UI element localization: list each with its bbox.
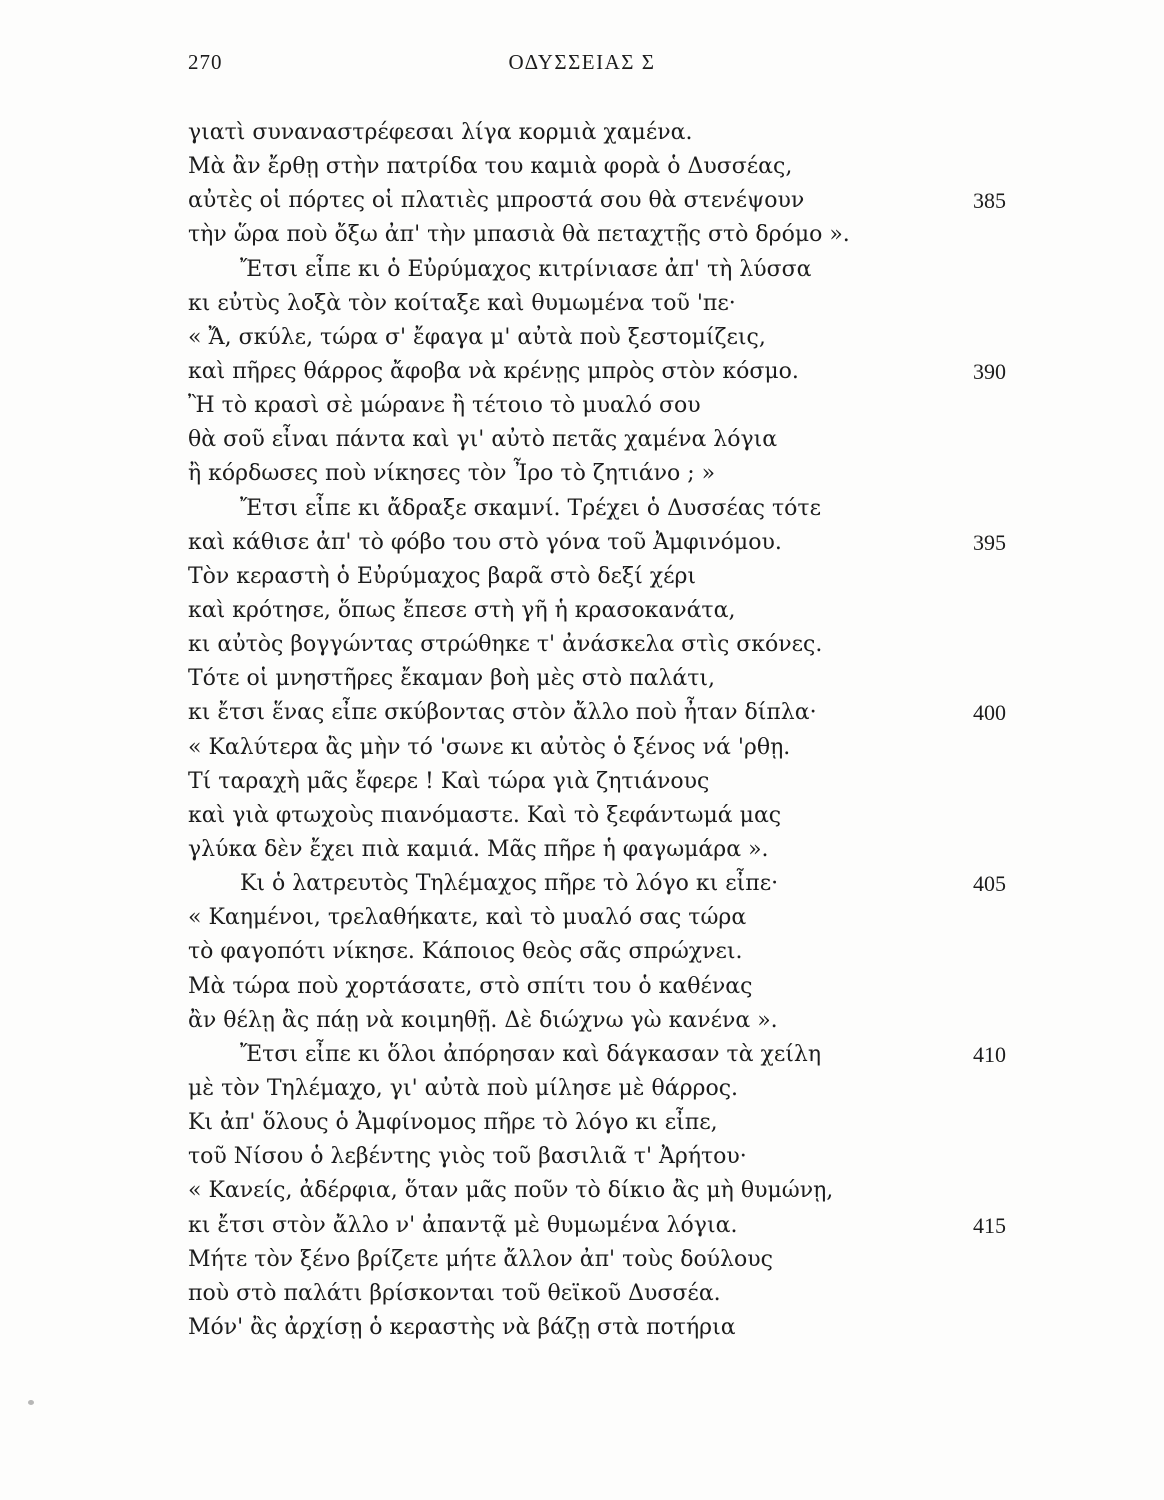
- verse-line: [188, 901, 1028, 935]
- verse-line: [188, 799, 1028, 833]
- verse-number: 400: [973, 700, 1006, 726]
- verse-line-text: « Κανείς, ἀδέρφια, ὅταν μᾶς ποῦν τὸ δίκιο ἂς μὴ θυμώνῃ,: [188, 1178, 834, 1204]
- verse-line: [188, 867, 1028, 901]
- verse-line: [188, 628, 1028, 662]
- verse-line: [188, 184, 1028, 218]
- verse-number: 395: [973, 529, 1006, 555]
- verse-line-text: καὶ γιὰ φτωχοὺς πιανόμαστε. Καὶ τὸ ξεφάντωμά μας: [188, 802, 782, 828]
- verse-line-text: τὴν ὥρα ποὺ ὄξω ἀπ' τὴν μπασιὰ θὰ πεταχτῇς στὸ δρόμο ».: [188, 222, 850, 248]
- verse-number: 385: [973, 188, 1006, 214]
- ink-smudge: [28, 1400, 34, 1405]
- verse-line-text: Μόν' ἂς ἀρχίσῃ ὁ κεραστὴς νὰ βάζῃ στὰ ποτήρια: [188, 1314, 736, 1340]
- verse-line-text: κι ἔτσι στὸν ἄλλο ν' ἀπαντᾷ μὲ θυμωμένα λόγια.: [188, 1212, 738, 1238]
- verse-line-text: τὸ φαγοπότι νίκησε. Κάποιος θεὸς σᾶς σπρώχνει.: [188, 939, 743, 965]
- running-header-title: ΟΔΥΣΣΕΙΑΣ Σ: [508, 50, 656, 74]
- verse-line-text: Ἔτσι εἶπε κι ὅλοι ἀπόρησαν καὶ δάγκασαν τὰ χείλη: [240, 1041, 822, 1067]
- verse-line: [188, 970, 1028, 1004]
- verse-line: [188, 1106, 1028, 1140]
- verse-number: 410: [973, 1041, 1006, 1067]
- verse-line-text: « Ἄ, σκύλε, τώρα σ' ἔφαγα μ' αὐτὰ ποὺ ξεστομίζεις,: [188, 324, 766, 350]
- verse-line: [188, 594, 1028, 628]
- verse-text-block: [188, 116, 1028, 1345]
- verse-line: [188, 731, 1028, 765]
- page-number: 270: [188, 50, 223, 74]
- verse-line: [188, 765, 1028, 799]
- verse-line: [188, 1174, 1028, 1208]
- verse-line: [188, 662, 1028, 696]
- verse-line: [188, 935, 1028, 969]
- verse-line: [188, 1209, 1028, 1243]
- verse-line-text: Μήτε τὸν ξένο βρίζετε μήτε ἄλλον ἀπ' τοὺς δούλους: [188, 1246, 773, 1272]
- verse-line-text: καὶ κάθισε ἀπ' τὸ φόβο του στὸ γόνα τοῦ Ἀμφινόμου.: [188, 529, 782, 555]
- verse-line: [188, 1277, 1028, 1311]
- verse-line-text: κι εὐτὺς λοξὰ τὸν κοίταξε καὶ θυμωμένα τοῦ 'πε·: [188, 290, 736, 316]
- verse-line: [188, 560, 1028, 594]
- verse-line-text: καὶ κρότησε, ὅπως ἔπεσε στὴ γῆ ἡ κρασοκανάτα,: [188, 597, 736, 623]
- verse-line-text: Κι ὁ λατρευτὸς Τηλέμαχος πῆρε τὸ λόγο κι εἶπε·: [240, 871, 779, 897]
- verse-line-text: γιατὶ συναναστρέφεσαι λίγα κορμιὰ χαμένα.: [188, 120, 693, 145]
- verse-line-text: Μὰ τώρα ποὺ χορτάσατε, στὸ σπίτι του ὁ καθένας: [188, 973, 753, 999]
- verse-line: [188, 1038, 1028, 1072]
- verse-line-text: καὶ πῆρες θάρρος ἄφοβα νὰ κρένῃς μπρὸς στὸν κόσμο.: [188, 358, 799, 384]
- verse-line: [188, 355, 1028, 389]
- verse-number: 405: [973, 871, 1006, 897]
- verse-line: [188, 457, 1028, 491]
- verse-number: 415: [973, 1212, 1006, 1238]
- verse-line: [188, 287, 1028, 321]
- verse-line-text: κι αὐτὸς βογγώντας στρώθηκε τ' ἀνάσκελα στὶς σκόνες.: [188, 632, 823, 658]
- verse-line-text: Τὸν κεραστὴ ὁ Εὐρύμαχος βαρᾶ στὸ δεξί χέρι: [188, 563, 697, 589]
- verse-number: 390: [973, 358, 1006, 384]
- verse-line-text: Ἢ τὸ κρασὶ σὲ μώρανε ἢ τέτοιο τὸ μυαλό σου: [188, 393, 701, 419]
- verse-line: [188, 321, 1028, 355]
- verse-line-text: τοῦ Νίσου ὁ λεβέντης γιὸς τοῦ βασιλιᾶ τ' Ἀρήτου·: [188, 1144, 747, 1170]
- verse-line-text: Κι ἀπ' ὅλους ὁ Ἀμφίνομος πῆρε τὸ λόγο κι εἶπε,: [188, 1110, 718, 1136]
- verse-line: [188, 1140, 1028, 1174]
- verse-line: [188, 1072, 1028, 1106]
- verse-line-text: « Καημένοι, τρελαθήκατε, καὶ τὸ μυαλό σας τώρα: [188, 905, 747, 931]
- verse-line: [188, 696, 1028, 730]
- verse-line-text: Τότε οἱ μνηστῆρες ἔκαμαν βοὴ μὲς στὸ παλάτι,: [188, 666, 716, 692]
- verse-line-text: ἂν θέλῃ ἂς πάῃ νὰ κοιμηθῇ. Δὲ διώχνω γὼ κανένα ».: [188, 1007, 778, 1033]
- verse-line: [188, 1004, 1028, 1038]
- verse-line: [188, 218, 1028, 252]
- verse-line-text: ἢ κόρδωσες ποὺ νίκησες τὸν Ἶρο τὸ ζητιάνο ; »: [188, 461, 716, 487]
- verse-line-text: αὐτὲς οἱ πόρτες οἱ πλατιὲς μπροστά σου θὰ στενέψουν: [188, 188, 805, 214]
- verse-line-text: ποὺ στὸ παλάτι βρίσκονται τοῦ θεϊκοῦ Δυσσέα.: [188, 1280, 721, 1306]
- verse-line-text: γλύκα δὲν ἔχει πιὰ καμιά. Μᾶς πῆρε ἡ φαγωμάρα ».: [188, 836, 769, 862]
- verse-line: [188, 492, 1028, 526]
- verse-line: [188, 1311, 1028, 1345]
- verse-line-text: Τί ταραχὴ μᾶς ἔφερε ! Καὶ τώρα γιὰ ζητιάνους: [188, 768, 710, 794]
- verse-line: [188, 116, 1028, 150]
- verse-line: [188, 526, 1028, 560]
- verse-line: [188, 389, 1028, 423]
- verse-line: [188, 150, 1028, 184]
- verse-line-text: Ἔτσι εἶπε κι ὁ Εὐρύμαχος κιτρίνιασε ἀπ' τὴ λύσσα: [240, 256, 812, 282]
- verse-line-text: « Καλύτερα ἂς μὴν τό 'σωνε κι αὐτὸς ὁ ξένος νά 'ρθῃ.: [188, 734, 791, 760]
- verse-line-text: Ἔτσι εἶπε κι ἄδραξε σκαμνί. Τρέχει ὁ Δυσσέας τότε: [240, 495, 821, 521]
- verse-line: [188, 833, 1028, 867]
- verse-line: [188, 1243, 1028, 1277]
- verse-line: [188, 423, 1028, 457]
- verse-line: [188, 253, 1028, 287]
- verse-line-text: μὲ τὸν Τηλέμαχο, γι' αὐτὰ ποὺ μίλησε μὲ θάρρος.: [188, 1075, 739, 1101]
- verse-line-text: Μὰ ἂν ἔρθῃ στὴν πατρίδα του καμιὰ φορὰ ὁ Δυσσέας,: [188, 154, 793, 180]
- verse-line-text: θὰ σοῦ εἶναι πάντα καὶ γι' αὐτὸ πετᾶς χαμένα λόγια: [188, 427, 778, 453]
- verse-line-text: κι ἔτσι ἕνας εἶπε σκύβοντας στὸν ἄλλο ποὺ ἦταν δίπλα·: [188, 700, 817, 726]
